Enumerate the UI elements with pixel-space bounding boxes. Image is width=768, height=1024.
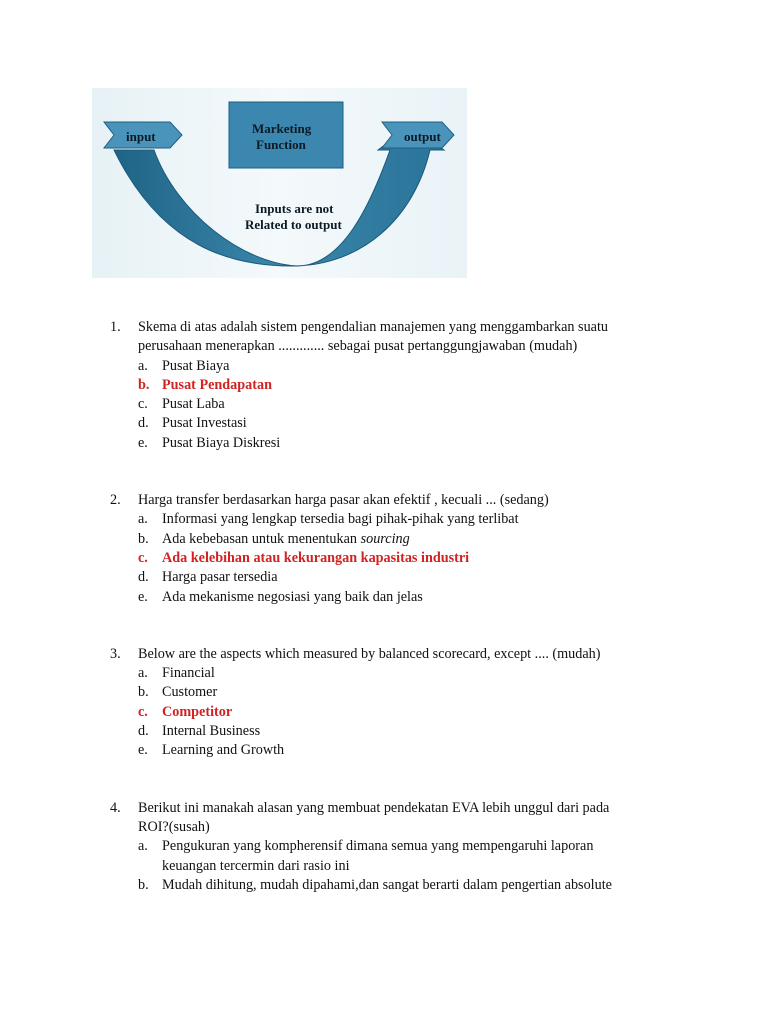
option-text: Customer: [162, 684, 218, 701]
option-text: Learning and Growth: [162, 742, 285, 759]
option-list: [110, 837, 670, 895]
option-c-correct: [110, 703, 670, 722]
question-text-line: Below are the aspects which measured by balanced scorecard, except .... (mudah): [138, 645, 601, 662]
option-letter: b.: [138, 684, 149, 701]
option-b: [110, 530, 670, 549]
option-text-line: keuangan tercermin dari rasio ini: [162, 857, 350, 874]
option-a: [110, 357, 670, 376]
question-number: 3.: [110, 645, 121, 662]
option-b: [110, 683, 670, 702]
question-text-line: Berikut ini manakah alasan yang membuat pendekatan EVA lebih unggul dari pada: [138, 799, 610, 816]
option-list: [110, 664, 670, 760]
option-letter: c.: [138, 396, 148, 413]
option-text: Internal Business: [162, 723, 261, 740]
center-box-line-1: Marketing: [252, 121, 312, 136]
option-text-line: Pengukuran yang kompherensif dimana semua yang mempengaruhi laporan: [162, 838, 594, 855]
question-text-line: ROI?(susah): [138, 818, 210, 835]
option-letter: b.: [138, 530, 149, 547]
question-text-line: Skema di atas adalah sistem pengendalian manajemen yang menggambarkan suatu: [138, 319, 609, 335]
option-letter: a.: [138, 665, 148, 682]
option-text: Financial: [162, 665, 215, 682]
option-text: Informasi yang lengkap tersedia bagi pihak-pihak yang terlibat: [162, 511, 519, 528]
option-text: Mudah dihitung, mudah dipahami,dan sangat berarti dalam pengertian absolute: [162, 876, 612, 893]
option-letter: c.: [138, 703, 148, 720]
question-1: [110, 318, 670, 453]
diagram-graphics: [92, 88, 467, 278]
option-a: [110, 664, 670, 683]
option-e: [110, 434, 670, 453]
option-letter: d.: [138, 723, 149, 740]
question-number: 4.: [110, 799, 121, 816]
option-text: Ada mekanisme negosiasi yang baik dan jelas: [162, 588, 423, 605]
diagram-note-line-1: Inputs are not: [255, 201, 334, 216]
option-letter: d.: [138, 569, 149, 586]
option-a: [110, 837, 670, 876]
option-list: [110, 510, 670, 606]
option-letter: b.: [138, 876, 149, 893]
center-box-line-2: Function: [256, 137, 306, 152]
option-text: Pusat Investasi: [162, 415, 247, 432]
option-list: [110, 357, 670, 453]
control-system-diagram: [92, 88, 467, 278]
option-e: [110, 741, 670, 760]
question-2: [110, 491, 670, 607]
option-d: [110, 568, 670, 587]
option-text: Pusat Pendapatan: [162, 376, 272, 393]
option-letter: e.: [138, 434, 148, 451]
option-letter: c.: [138, 549, 148, 566]
option-text: Ada kelebihan atau kekurangan kapasitas industri: [162, 549, 470, 566]
option-letter: a.: [138, 838, 148, 855]
option-text: Harga pasar tersedia: [162, 569, 278, 586]
question-3: [110, 645, 670, 761]
option-letter: a.: [138, 357, 148, 374]
option-text: Competitor: [162, 703, 233, 720]
option-c: [110, 395, 670, 414]
question-4: [110, 799, 670, 895]
option-a: [110, 510, 670, 529]
option-e: [110, 588, 670, 607]
diagram-note-line-2: Related to output: [245, 217, 342, 232]
question-number: 1.: [110, 319, 121, 335]
input-label: input: [126, 129, 156, 144]
question-number: 2.: [110, 492, 121, 509]
option-text-emphasis: sourcing: [360, 530, 410, 547]
option-text: Pusat Laba: [162, 396, 225, 413]
option-b-correct: [110, 376, 670, 395]
output-label: output: [404, 129, 441, 144]
option-text: Ada kebebasan untuk menentukan: [162, 530, 361, 547]
option-b: [110, 876, 670, 895]
question-text-line: Harga transfer berdasarkan harga pasar akan efektif , kecuali ... (sedang): [138, 492, 549, 509]
option-letter: e.: [138, 588, 148, 605]
option-d: [110, 722, 670, 741]
question-text-line: perusahaan menerapkan ............. sebagai pusat pertanggungjawaban (mudah): [138, 338, 578, 355]
option-c-correct: [110, 549, 670, 568]
question-list: [110, 318, 670, 895]
option-letter: e.: [138, 742, 148, 759]
option-letter: a.: [138, 511, 148, 528]
option-text: Pusat Biaya: [162, 357, 230, 374]
option-d: [110, 414, 670, 433]
option-letter: b.: [138, 376, 150, 393]
option-text: Pusat Biaya Diskresi: [162, 434, 281, 451]
option-letter: d.: [138, 415, 149, 432]
